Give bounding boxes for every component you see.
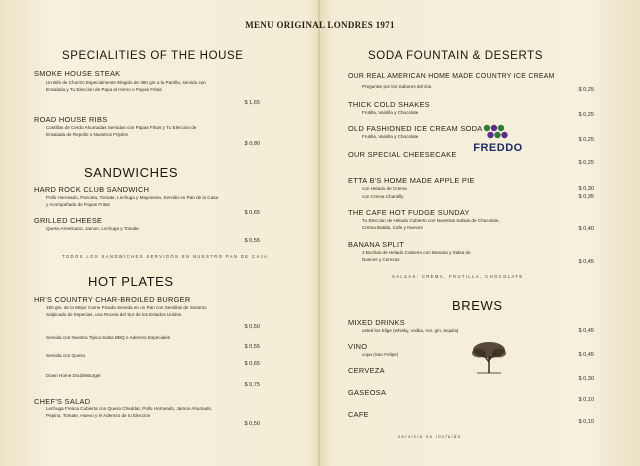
item-desc-line: Pepino, Tomate, Huevo y el Aderezo de tu Eleccion — [46, 413, 151, 418]
tree-icon — [468, 340, 510, 374]
item-desc-line: 150 grs. de la Mejor Carne Picada Servida en un Pan con Semillas de Sesamo — [46, 305, 207, 310]
item-desc-line: copa (San Felipe) — [362, 352, 399, 357]
burger-option-label: Servida con Queso — [46, 353, 86, 358]
item-road-house-ribs: ROAD HOUSE RIBS — [34, 115, 108, 124]
item-desc-line: Ensalada y Tu Eleccion de Papa al Horno o Papas Fritas — [46, 87, 162, 92]
item-price: $ 0,45 — [578, 352, 594, 358]
item-desc-line: Tu Eleccion de Helado Cubierto con Nuestras Salsas de Chocolate, — [362, 218, 500, 223]
section-title-sandwiches: SANDWICHES — [84, 165, 179, 180]
item-desc-line: Crema Batida, Cafe y Nueces — [362, 225, 423, 230]
pie-option-price: $ 0,30 — [578, 186, 594, 192]
item-price: $ 0,10 — [578, 397, 594, 403]
item-desc-line: Un Bife de Chorizo Especialmente Elegido de 380 grs a la Parrilla, servido con — [46, 80, 206, 85]
item-price: $ 0,80 — [244, 141, 260, 147]
item-ice-cream: OUR REAL AMERICAN HOME MADE COUNTRY ICE CREAM — [348, 73, 555, 80]
item-desc-line: Costillas de Cerdo Ahumadas Servidas con Papas Fritas y Tu Eleccion de — [46, 125, 197, 130]
section-title-specialities: SPECIALITIES OF THE HOUSE — [62, 50, 244, 62]
freddo-logo — [465, 124, 531, 154]
item-price: $ 0,45 — [578, 259, 594, 265]
item-grilled-cheese: GRILLED CHEESE — [34, 216, 103, 225]
item-desc-line: Frutilla, Vainilla y Chocolate — [362, 134, 419, 139]
item-cerveza: CERVEZA — [348, 366, 385, 375]
item-price: $ 0,25 — [578, 160, 594, 166]
item-desc-line: usted los Elige (whisky, vodka, ron, gin, tequila) — [362, 328, 459, 333]
item-price: $ 0,50 — [244, 421, 260, 427]
page-fold — [318, 0, 320, 466]
item-price: $ 0,25 — [578, 112, 594, 118]
item-gaseosa: GASEOSA — [348, 388, 387, 397]
item-price: $ 0,30 — [578, 376, 594, 382]
item-price: $ 0,10 — [578, 419, 594, 425]
sauces-note: SALSAS: CREMA, FRUTILLA, CHOCOLATE — [392, 274, 524, 279]
item-desc-line: 3 Bochas de Helado Cubierto con Banana y Salsa de — [362, 250, 471, 255]
item-desc-line: Ensalada de Repollo o Nuestros Frijoles — [46, 132, 128, 137]
section-title-soda: SODA FOUNTAIN & DESERTS — [368, 50, 544, 62]
item-chefs-salad: CHEF'S SALAD — [34, 397, 91, 406]
sandwiches-note: TODOS LOS SANDWICHES SERVIDOS EN NUESTRO PAN DE CAJA — [62, 254, 269, 259]
section-title-hot-plates: HOT PLATES — [88, 274, 174, 289]
item-desc-line: Pollo Horneado, Panceta, Tomate, Lechuga y Mayonesa, Servido en Pan de la Casa — [46, 195, 219, 200]
menu-title: MENU ORIGINAL LONDRES 1971 — [245, 20, 395, 30]
item-desc-line: y Acompañado de Papas Fritas — [46, 202, 110, 207]
item-banana-split: BANANA SPLIT — [348, 240, 405, 249]
freddo-logo-text: FREDDO — [473, 142, 523, 154]
section-title-brews: BREWS — [452, 298, 503, 313]
burger-option-price: $ 0,75 — [244, 382, 260, 388]
item-smoke-house-steak: SMOKE HOUSE STEAK — [34, 69, 121, 78]
item-desc-line: Lechuga Fresca Cubierta con Queso Cheddar, Pollo Horneado, Jamon Ahumado, — [46, 406, 213, 411]
item-price: $ 1,65 — [244, 100, 260, 106]
item-cheesecake: OUR SPECIAL CHEESECAKE — [348, 150, 457, 159]
burger-option-label: Down Home DoubleBurger — [46, 373, 101, 378]
item-desc-line: Preguntar por los Sabores del Dia — [362, 84, 432, 89]
service-note: servicio no incluido — [398, 434, 462, 439]
burger-option-price: $ 0,55 — [244, 344, 260, 350]
pie-option-label: con Helado de Crema — [362, 186, 407, 191]
burger-option-label: Servida con Nuestra Tipica Salsa BBQ o Aderezo Especiales — [46, 335, 171, 340]
item-desc-line: Frutilla, Vainilla y Chocolate — [362, 110, 419, 115]
item-burger: HR'S COUNTRY CHAR-BROILED BURGER — [34, 295, 191, 304]
freddo-dots-icon — [483, 124, 513, 140]
item-price: $ 0,40 — [578, 226, 594, 232]
item-apple-pie: ETTA B'S HOME MADE APPLE PIE — [348, 176, 475, 185]
item-desc-line: Nueces y Cerezas — [362, 257, 400, 262]
item-price: $ 0,45 — [578, 328, 594, 334]
item-cafe: CAFE — [348, 410, 369, 419]
item-price: $ 0,25 — [578, 87, 594, 93]
pie-option-label: con Crema Chantilly — [362, 194, 404, 199]
burger-option-price: $ 0,65 — [244, 361, 260, 367]
item-mixed-drinks: MIXED DRINKS — [348, 318, 405, 327]
item-sundae: THE CAFE HOT FUDGE SUNDAY — [348, 208, 470, 217]
item-club-sandwich: HARD ROCK CLUB SANDWICH — [34, 185, 150, 194]
item-shakes: THICK COLD SHAKES — [348, 100, 430, 109]
item-vino: VINO — [348, 342, 368, 351]
item-price: $ 0,65 — [244, 210, 260, 216]
item-desc-line: Salpicado de Especias, una Receta del Sur de los Estados Unidos — [46, 312, 182, 317]
item-desc-line: Queso Americano, Jamon, Lechuga y Tomate — [46, 226, 139, 231]
pie-option-price: $ 0,35 — [578, 194, 594, 200]
item-ice-cream-soda: OLD FASHIONED ICE CREAM SODA — [348, 124, 483, 133]
item-price: $ 0,25 — [578, 137, 594, 143]
item-price: $ 0,50 — [244, 324, 260, 330]
item-price: $ 0,55 — [244, 238, 260, 244]
